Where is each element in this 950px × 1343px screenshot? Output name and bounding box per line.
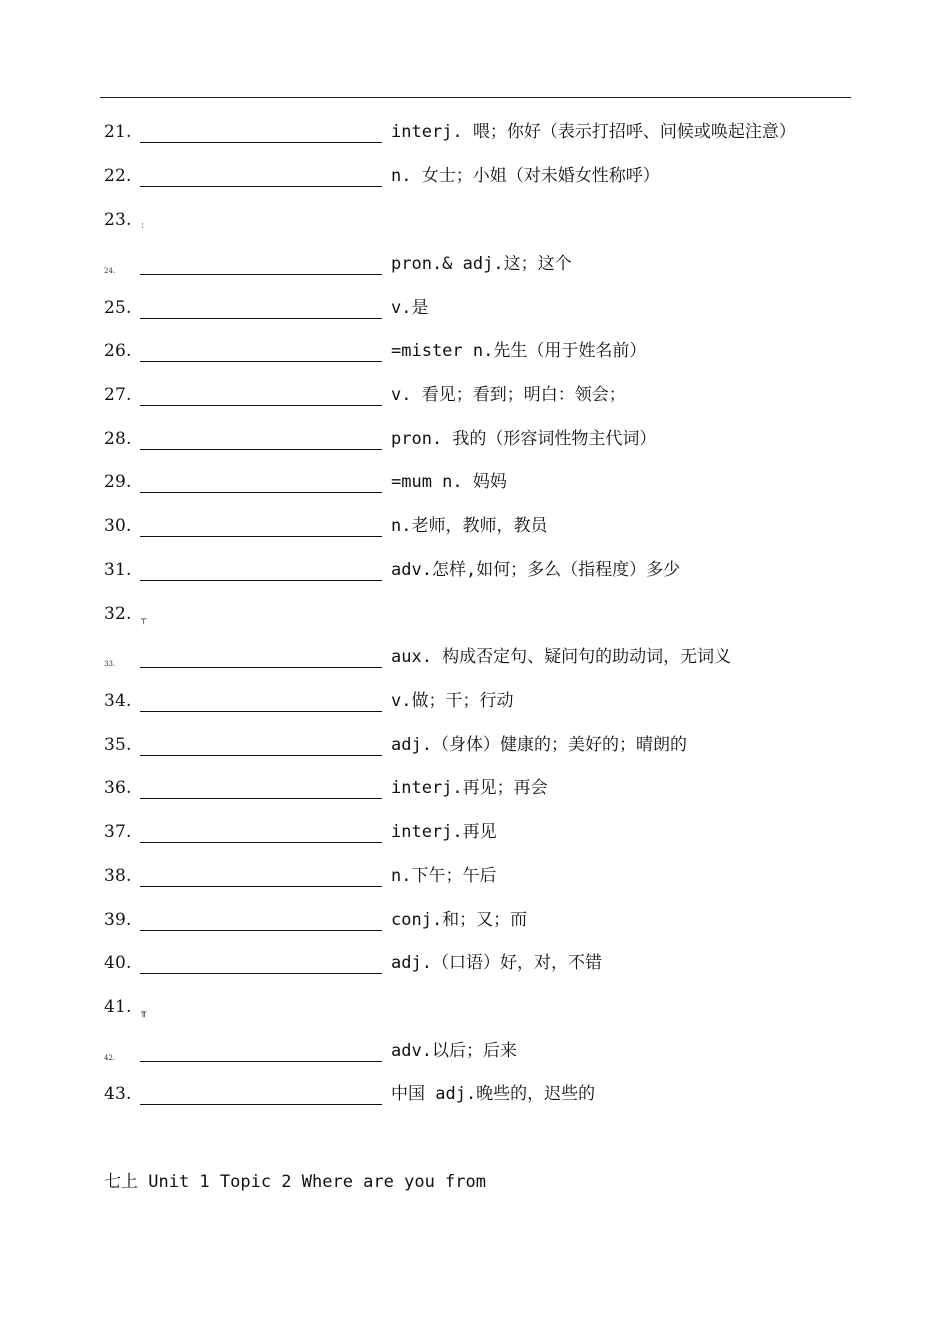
item-number: 38. xyxy=(104,866,132,886)
item-number: 33. xyxy=(104,660,116,668)
item-number: 32. xyxy=(104,604,132,624)
item-number: 31. xyxy=(104,560,132,580)
definition: pron. 我的（形容词性物主代词） xyxy=(391,429,657,449)
list-item xyxy=(0,1083,950,1127)
item-number: 30. xyxy=(104,516,132,536)
top-rule xyxy=(100,97,851,98)
definition: =mum n. 妈妈 xyxy=(391,472,507,492)
item-number: 22. xyxy=(104,166,132,186)
item-number: 25. xyxy=(104,298,132,318)
definition: interj. 喂；你好（表示打招呼、问候或唤起注意） xyxy=(391,122,796,142)
stray-mark: : xyxy=(141,221,145,231)
item-number: 28. xyxy=(104,429,132,449)
list-item xyxy=(0,515,950,559)
list-item xyxy=(0,777,950,821)
list-item xyxy=(0,297,950,341)
list-item xyxy=(0,253,950,297)
answer-blank[interactable] xyxy=(140,711,382,712)
list-item xyxy=(0,821,950,865)
answer-blank[interactable] xyxy=(140,186,382,187)
list-item xyxy=(0,865,950,909)
answer-blank[interactable] xyxy=(140,973,382,974)
list-item xyxy=(0,690,950,734)
answer-blank[interactable] xyxy=(140,580,382,581)
definition: adv.怎样,如何；多么（指程度）多少 xyxy=(391,560,681,580)
definition: adj.（口语）好，对，不错 xyxy=(391,953,602,973)
item-number: 37. xyxy=(104,822,132,842)
definition: aux. 构成否定句、疑问句的助动词，无词义 xyxy=(391,647,732,667)
list-item xyxy=(0,209,950,253)
definition: pron.& adj.这；这个 xyxy=(391,254,572,274)
answer-blank[interactable] xyxy=(140,842,382,843)
item-number: 26. xyxy=(104,341,132,361)
definition: v.做；干；行动 xyxy=(391,691,514,711)
list-item xyxy=(0,952,950,996)
answer-blank[interactable] xyxy=(140,361,382,362)
item-number: 24. xyxy=(104,267,116,275)
answer-blank[interactable] xyxy=(140,755,382,756)
list-item xyxy=(0,121,950,165)
list-item xyxy=(0,340,950,384)
definition: n. 女士；小姐（对未婚女性称呼） xyxy=(391,166,660,186)
item-number: 39. xyxy=(104,910,132,930)
item-number: 21. xyxy=(104,122,132,142)
answer-blank[interactable] xyxy=(140,1104,382,1105)
definition: adv.以后；后来 xyxy=(391,1041,517,1061)
answer-blank[interactable] xyxy=(140,886,382,887)
list-item xyxy=(0,996,950,1040)
definition: v.是 xyxy=(391,298,429,318)
answer-blank[interactable] xyxy=(140,492,382,493)
answer-blank[interactable] xyxy=(140,274,382,275)
item-number: 34. xyxy=(104,691,132,711)
stray-mark: ┬ xyxy=(141,615,147,625)
stray-mark: ╥ xyxy=(141,1008,147,1018)
item-number: 36. xyxy=(104,778,132,798)
definition: interj.再见 xyxy=(391,822,497,842)
item-number: 42. xyxy=(104,1054,116,1062)
answer-blank[interactable] xyxy=(140,536,382,537)
list-item xyxy=(0,734,950,778)
definition: v. 看见；看到；明白：领会； xyxy=(391,385,626,405)
definition: n.老师，教师，教员 xyxy=(391,516,548,536)
definition: =mister n.先生（用于姓名前） xyxy=(391,341,647,361)
item-number: 40. xyxy=(104,953,132,973)
answer-blank[interactable] xyxy=(140,142,382,143)
definition: n.下午；午后 xyxy=(391,866,497,886)
list-item xyxy=(0,909,950,953)
answer-blank[interactable] xyxy=(140,1061,382,1062)
definition: interj.再见；再会 xyxy=(391,778,548,798)
item-number: 41. xyxy=(104,997,132,1017)
section-heading: 七上 Unit 1 Topic 2 Where are you from xyxy=(104,1172,486,1192)
definition: adj.（身体）健康的；美好的；晴朗的 xyxy=(391,735,687,755)
item-number: 23. xyxy=(104,210,132,230)
answer-blank[interactable] xyxy=(140,667,382,668)
item-number: 27. xyxy=(104,385,132,405)
list-item xyxy=(0,559,950,603)
item-number: 29. xyxy=(104,472,132,492)
list-item xyxy=(0,603,950,647)
list-item xyxy=(0,646,950,690)
answer-blank[interactable] xyxy=(140,930,382,931)
list-item xyxy=(0,471,950,515)
answer-blank[interactable] xyxy=(140,798,382,799)
definition: conj.和；又；而 xyxy=(391,910,528,930)
answer-blank[interactable] xyxy=(140,318,382,319)
list-item xyxy=(0,165,950,209)
item-number: 43. xyxy=(104,1084,132,1104)
list-item xyxy=(0,428,950,472)
list-item xyxy=(0,1040,950,1084)
item-number: 35. xyxy=(104,735,132,755)
answer-blank[interactable] xyxy=(140,405,382,406)
list-item xyxy=(0,384,950,428)
definition: 中国 adj.晚些的，迟些的 xyxy=(391,1084,596,1104)
answer-blank[interactable] xyxy=(140,449,382,450)
